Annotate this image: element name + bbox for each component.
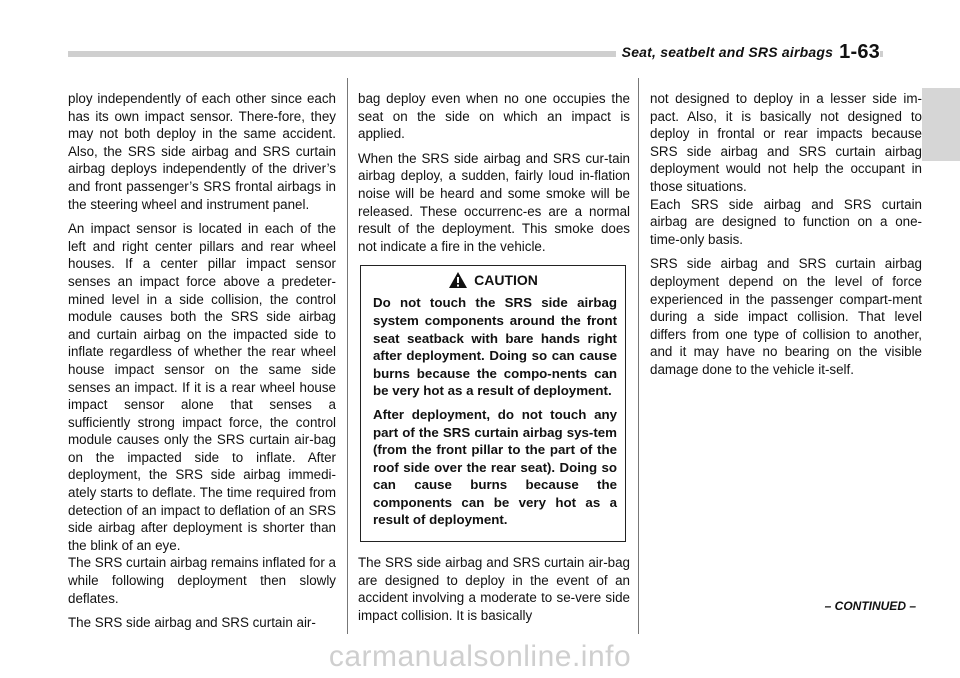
paragraph: bag deploy even when no one occupies the seat on the side on which an impact is applied.	[358, 91, 630, 142]
paragraph: The SRS side airbag and SRS curtain air-bag are designed to deploy in the event of an accident involving a moderate to se-vere side impact collision. It is basically	[358, 555, 630, 623]
paragraph: SRS side airbag and SRS curtain airbag deployment depend on the level of force experienced in the passenger compart-ment during a side impact collision. That level differs from one type of collision to another, and it may have no bearing on the visible damage done to the vehicle it-self.	[650, 256, 922, 377]
column-1	[68, 90, 336, 639]
page-header	[616, 41, 880, 64]
page-number: 1-63	[839, 41, 880, 63]
column-3	[650, 90, 922, 386]
column-divider	[638, 78, 639, 634]
section-title: Seat, seatbelt and SRS airbags	[621, 44, 834, 60]
paragraph: When the SRS side airbag and SRS cur-tain airbag deploy, a sudden, fairly loud in-flation noise will be heard and some smoke will be released. These occurrenc-es are a normal result of the deployment. This smoke does not indicate a fire in the vehicle.	[358, 150, 630, 254]
chapter-tab	[922, 88, 960, 161]
paragraph: An impact sensor is located in each of the left and right center pillars and rear wheel houses. If a center pillar impact sensor senses an impact force above a predeter-mined level in a side collision, the control module causes both the SRS side airbag and curtain airbag on the impacted side to inflate regardless of whether the rear wheel house impact sensor on the same side senses an impact. If it is a rear wheel house impact sensor alone that senses a sufficiently strong impact force, the control module causes only the SRS curtain air-bag on the impacted side to inflate. After deployment, the SRS side airbag immedi-ately starts to deflate. The time required from detection of an impact to deflation of an SRS side airbag after deployment is shorter than the blink of an eye.	[68, 221, 336, 553]
column-divider	[347, 78, 348, 634]
continued-label: – CONTINUED –	[824, 599, 916, 613]
caution-header	[361, 266, 625, 292]
warning-triangle-icon	[448, 271, 468, 289]
paragraph: Each SRS side airbag and SRS curtain airbag are designed to function on a one-time-only basis.	[650, 196, 922, 247]
caution-text: After deployment, do not touch any part of the SRS curtain airbag sys-tem (from the front pillar to the part of the roof side over the rear seat). Doing so can cause burns because the components can be very hot as a result of deployment.	[373, 406, 617, 528]
paragraph: The SRS curtain airbag remains inflated for a while following deployment then slowly deflates.	[68, 555, 336, 606]
column-2	[358, 90, 630, 631]
paragraph: not designed to deploy in a lesser side im-pact. Also, it is basically not designed to deploy in frontal or rear impacts because SRS side airbag and SRS curtain airbag deployment would not help the occupant in those situations.	[650, 91, 922, 194]
caution-text: Do not touch the SRS side airbag system components around the front seat seatback with bare hands right after deployment. Doing so can cause burns because the compo-nents can be very hot as a result of deployment.	[373, 295, 617, 399]
caution-box	[360, 265, 626, 542]
paragraph: The SRS side airbag and SRS curtain air-	[68, 615, 316, 631]
watermark: carmanualsonline.info	[328, 640, 632, 673]
paragraph: ploy independently of each other since each has its own impact sensor. There-fore, they may not both deploy in the same accident. Also, the SRS side airbag and SRS curtain airbag deploys independently of the driver’s and front passenger’s SRS frontal airbags in the steering wheel and instrument panel.	[68, 91, 336, 212]
caution-body	[361, 292, 625, 541]
caution-label: CAUTION	[474, 271, 538, 288]
